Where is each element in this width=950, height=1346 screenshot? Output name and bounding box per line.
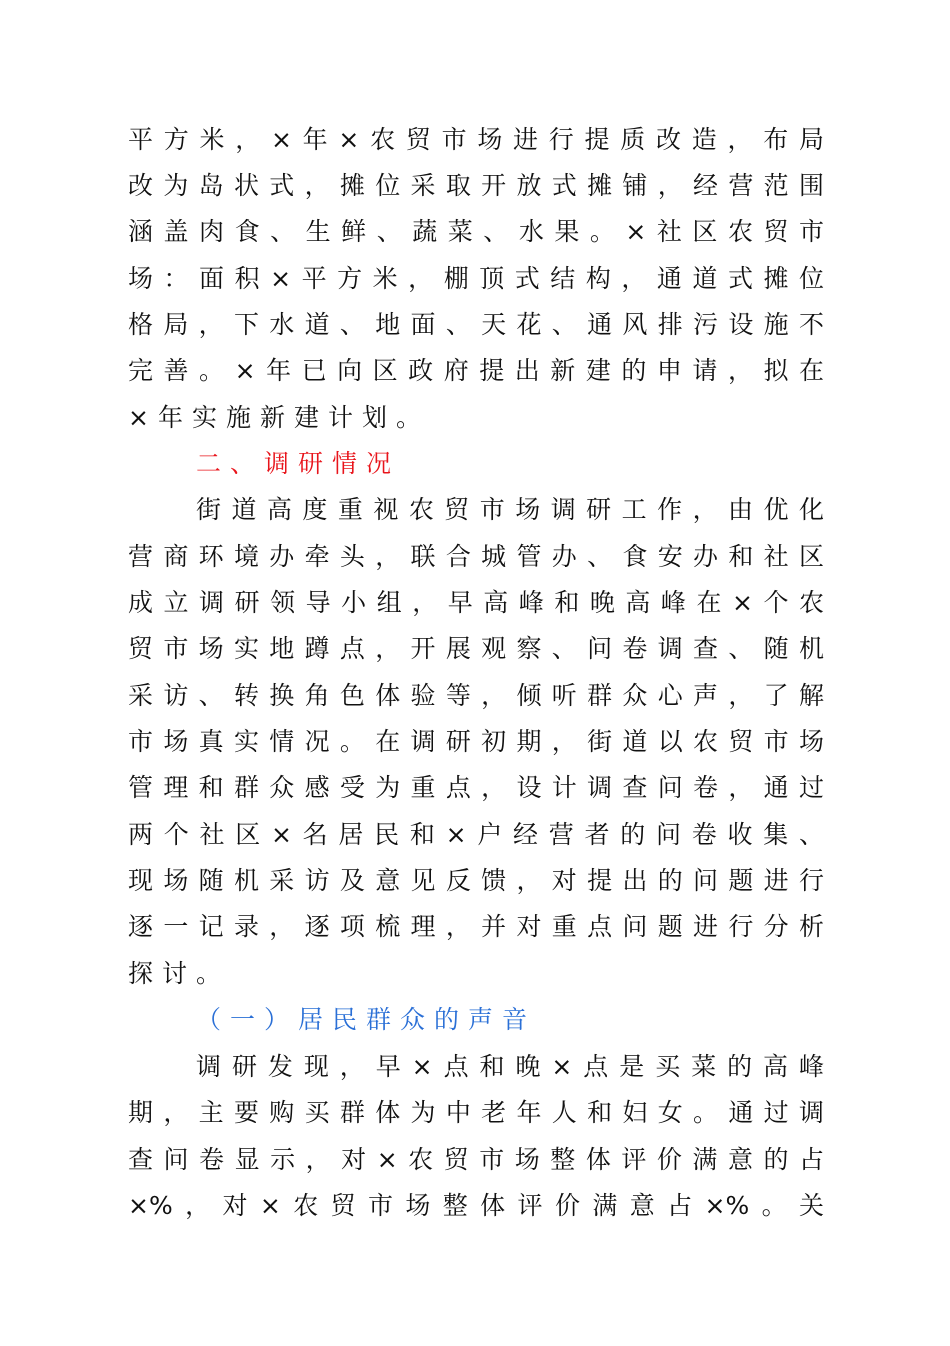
text-line: ×年实施新建计划。 [128, 403, 430, 432]
text-line: ×%，对×农贸市场整体评价满意占×%。关 [128, 1191, 824, 1220]
section-heading: 二、调研情况 [196, 449, 401, 478]
text-line: 查问卷显示，对×农贸市场整体评价满意的占 [128, 1145, 824, 1174]
text-line: 现场随机采访及意见反馈，对提出的问题进行 [128, 866, 824, 895]
text-line: 营商环境办牵头，联合城管办、食安办和社区 [128, 542, 824, 571]
text-line: 平方米，×年×农贸市场进行提质改造，布局 [128, 125, 824, 154]
text-line: 贸市场实地蹲点，开展观察、问卷调查、随机 [128, 634, 824, 663]
text-line: 采访、转换角色体验等，倾听群众心声，了解 [128, 681, 824, 710]
text-line: 涵盖肉食、生鲜、蔬菜、水果。×社区农贸市 [128, 217, 824, 246]
text-line: 管理和群众感受为重点，设计调查问卷，通过 [128, 773, 824, 802]
text-line: 逐一记录，逐项梳理，并对重点问题进行分析 [128, 912, 824, 941]
text-line: 街道高度重视农贸市场调研工作，由优化 [196, 495, 824, 524]
subsection-heading: （一）居民群众的声音 [196, 1005, 537, 1034]
text-line: 探讨。 [128, 959, 231, 988]
text-line: 两个社区×名居民和×户经营者的问卷收集、 [128, 820, 824, 849]
text-line: 完善。×年已向区政府提出新建的申请，拟在 [128, 356, 824, 385]
text-line: 场：面积×平方米，棚顶式结构，通道式摊位 [128, 264, 824, 293]
text-line: 成立调研领导小组，早高峰和晚高峰在×个农 [128, 588, 824, 617]
text-line: 期，主要购买群体为中老年人和妇女。通过调 [128, 1098, 824, 1127]
text-line: 市场真实情况。在调研初期，街道以农贸市场 [128, 727, 824, 756]
text-line: 调研发现，早×点和晚×点是买菜的高峰 [196, 1052, 824, 1081]
text-line: 格局，下水道、地面、天花、通风排污设施不 [128, 310, 824, 339]
text-line: 改为岛状式，摊位采取开放式摊铺，经营范围 [128, 171, 824, 200]
